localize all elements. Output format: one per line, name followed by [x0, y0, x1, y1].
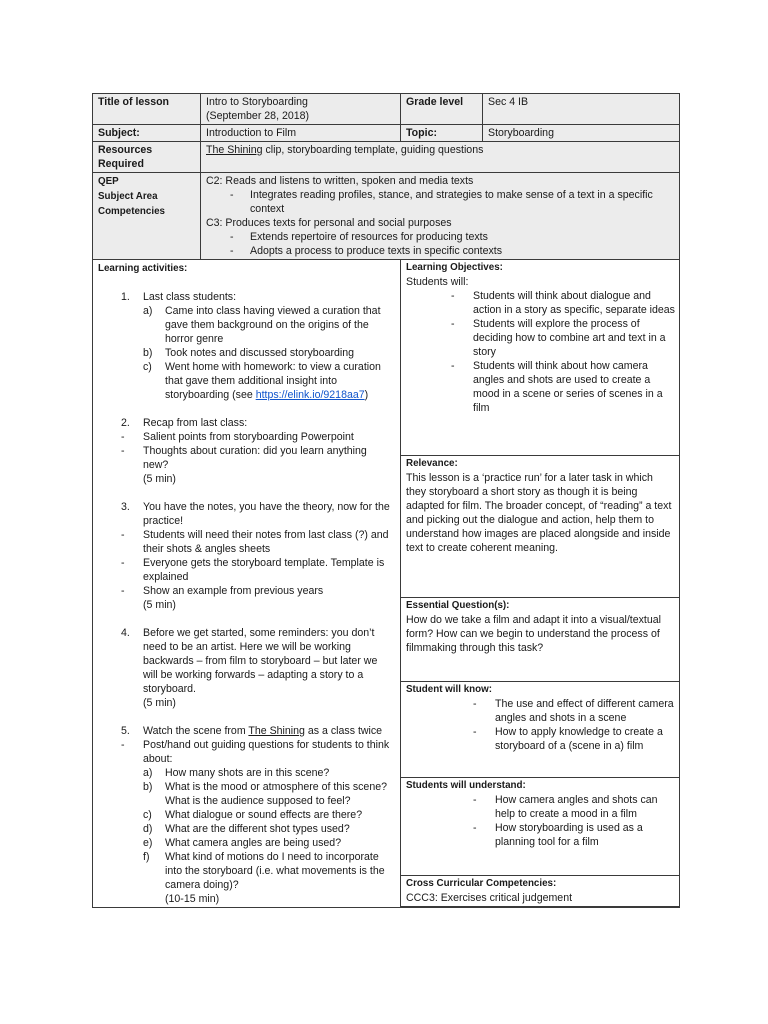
title-label: Title of lesson: [93, 94, 201, 125]
objective-item: - Students will think about how camera angles and shots are used to create a mood in a scene or series of scenes in a film: [451, 360, 663, 414]
activities-heading: Learning activities:: [98, 263, 188, 274]
know-heading: Student will know:: [406, 683, 492, 695]
resources-label: [93, 142, 201, 173]
title-line-1: Intro to Storyboarding: [206, 96, 308, 108]
learning-objectives: [401, 260, 680, 456]
relevance-cell: [401, 455, 680, 597]
resources-film-title: The Shining: [206, 144, 263, 156]
resources-label-2: Required: [98, 158, 144, 170]
qep-label-3: Competencies: [98, 206, 165, 217]
know-item: - The use and effect of different camera angles and shots in a scene: [473, 697, 674, 724]
step-number: 3.: [121, 501, 130, 513]
guiding-question: b) What is the mood or atmosphere of this scene? What is the audience supposed to feel?: [143, 781, 387, 807]
item-text: Came into class having viewed a curation that gave them background on the origins of the horror genre: [165, 305, 381, 345]
step-title: You have the notes, you have the theory, now for the practice!: [143, 501, 390, 527]
step-time: (10-15 min): [165, 893, 220, 905]
step-number: 2.: [121, 417, 130, 429]
qep-row: [93, 173, 680, 260]
empty-cell: [401, 906, 680, 907]
qep-competencies: [201, 173, 680, 260]
item-text-end: ): [364, 389, 369, 401]
subject-row: [93, 125, 680, 142]
step-title: Last class students:: [143, 291, 237, 303]
c2-item: - Integrates reading profiles, stance, and strategies to make sense of a text in a specific context: [230, 188, 675, 216]
qep-label-2: Subject Area: [98, 191, 158, 202]
subject-value: Introduction to Film: [201, 125, 401, 142]
step-title-end: as a class twice: [304, 725, 383, 737]
subject-label: Subject:: [93, 125, 201, 142]
guiding-question: e) What camera angles are being used?: [143, 837, 342, 849]
step-title: Before we get started, some reminders: you don’t need to be an artist. Here we will be working backwards – from film to storyboard – but later we will be working forwards – adapting a story to a storyboard.: [143, 627, 378, 695]
understand-heading: Students will understand:: [406, 780, 526, 792]
essential-question-heading: Essential Question(s):: [406, 599, 510, 611]
topic-value: Storyboarding: [483, 125, 680, 142]
step-number: 5.: [121, 725, 130, 737]
objective-item: - Students will explore the process of deciding how to combine art and text in a story: [451, 318, 666, 358]
guiding-question: f) What kind of motions do I need to incorporate into the storyboard (i.e. what movements is the camera doing)?: [143, 851, 385, 891]
topic-label: Topic:: [401, 125, 483, 142]
step-number: 1.: [121, 291, 130, 303]
qep-label-1: QEP: [98, 176, 119, 187]
c3-list: [206, 230, 675, 258]
step-time: (5 min): [143, 473, 176, 485]
learning-activities: [93, 260, 401, 908]
item-letter: a): [143, 305, 153, 317]
ccc-heading: Cross Curricular Competencies:: [406, 877, 557, 889]
objectives-intro: Students will:: [406, 276, 469, 288]
step-item: Salient points from storyboarding Powerpoint: [143, 431, 354, 443]
step-item: Everyone gets the storyboard template. Template is explained: [143, 557, 385, 583]
competency-c2: C2: Reads and listens to written, spoken and media texts: [206, 175, 474, 187]
understand-item: - How storyboarding is used as a planning tool for a film: [473, 822, 643, 849]
step-item: Students will need their notes from last class (?) and their shots & angles sheets: [143, 529, 389, 555]
resources-text: clip, storyboarding template, guiding questions: [262, 144, 484, 156]
objectives-heading: Learning Objectives:: [406, 262, 503, 273]
grade-label: Grade level: [401, 94, 483, 125]
guiding-question: a) How many shots are in this scene?: [143, 767, 330, 779]
understand-item: - How camera angles and shots can help to create a mood in a film: [473, 794, 658, 821]
guiding-question: c) What dialogue or sound effects are there?: [143, 809, 363, 821]
step-time: (5 min): [143, 697, 176, 709]
step-title: Recap from last class:: [143, 417, 248, 429]
step-item: Show an example from previous years: [143, 585, 324, 597]
relevance-heading: Relevance:: [406, 457, 458, 469]
c2-list: [206, 188, 675, 216]
competency-c3: C3: Produces texts for personal and social purposes: [206, 217, 452, 229]
activity-step-3: 3. You have the notes, you have the theory, now for the practice! - Students will need their notes from last class (?) and their shots & angles sheets - Everyone gets the storyboard template. Template is explained - Show an example from previous years (5 min): [98, 500, 392, 612]
film-title: The Shining: [248, 725, 305, 737]
item-text: Took notes and discussed storyboarding: [165, 347, 355, 359]
student-will-know-cell: [401, 681, 680, 777]
body-row-objectives: [93, 260, 680, 456]
title-row: [93, 94, 680, 125]
title-line-2: (September 28, 2018): [206, 110, 310, 122]
item-letter: c): [143, 361, 152, 373]
resources-row: [93, 142, 680, 173]
item-text: Went home with homework: to view a curation that gave them additional insight into storyboarding (see: [165, 361, 381, 401]
item-letter: b): [143, 347, 153, 359]
essential-question-text: How do we take a film and adapt it into a visual/textual form? How can we begin to understand the process of filmmaking through this task?: [406, 613, 661, 654]
step-time: (5 min): [143, 599, 176, 611]
activity-step-5: 5. Watch the scene from The Shining as a class twice - Post/hand out guiding questions for students to think about: a) How many shots are in this scene? b) What is the mood or atmosphere of this scene? What is the audience supposed to feel? c) What dialogue or sound effects are there? d) What are the different shot types used? e) What camera angles are being used? f) What kind of motions do I need to incorporate into the storyboard (i.e. what movements is the camera doing)? (10-15 min): [98, 724, 392, 906]
objective-item: - Students will think about dialogue and action in a story as specific, separate ideas: [451, 290, 675, 316]
step-title: Watch the scene from: [143, 725, 249, 737]
qep-label: [93, 173, 201, 260]
title-value: [201, 94, 401, 125]
students-will-understand-cell: [401, 778, 680, 875]
grade-value: Sec 4 IB: [483, 94, 680, 125]
guiding-question: d) What are the different shot types used?: [143, 823, 350, 835]
relevance-text: This lesson is a ‘practice run’ for a later task in which they storyboard a short story as though it is being adapted for film. The broader concept, of “reading” a text and picking out the dialogue and action, help them to understand how images are placed alongside and inside text to create coherent meaning.: [406, 471, 672, 554]
lesson-plan-table: [92, 93, 680, 908]
c3-item: - Extends repertoire of resources for producing texts: [230, 230, 675, 244]
c3-item: - Adopts a process to produce texts in specific contexts: [230, 244, 675, 258]
step-number: 4.: [121, 627, 130, 639]
ccc-text: CCC3: Exercises critical judgement: [406, 891, 573, 904]
activity-step-1: [98, 290, 392, 402]
cross-curricular-cell: [401, 875, 680, 906]
curation-link[interactable]: https://elink.io/9218aa7: [255, 389, 365, 401]
step-item: Post/hand out guiding questions for students to think about:: [143, 739, 390, 765]
resources-label-1: Resources: [98, 144, 153, 156]
step-item: Thoughts about curation: did you learn anything new?: [143, 445, 367, 471]
essential-question-cell: [401, 597, 680, 681]
activity-step-4: [98, 626, 392, 710]
activity-step-2: 2. Recap from last class: - Salient points from storyboarding Powerpoint - Thoughts about curation: did you learn anything new? (5 min): [98, 416, 392, 486]
resources-value: [201, 142, 680, 173]
know-item: - How to apply knowledge to create a storyboard of a (scene in a) film: [473, 725, 663, 752]
